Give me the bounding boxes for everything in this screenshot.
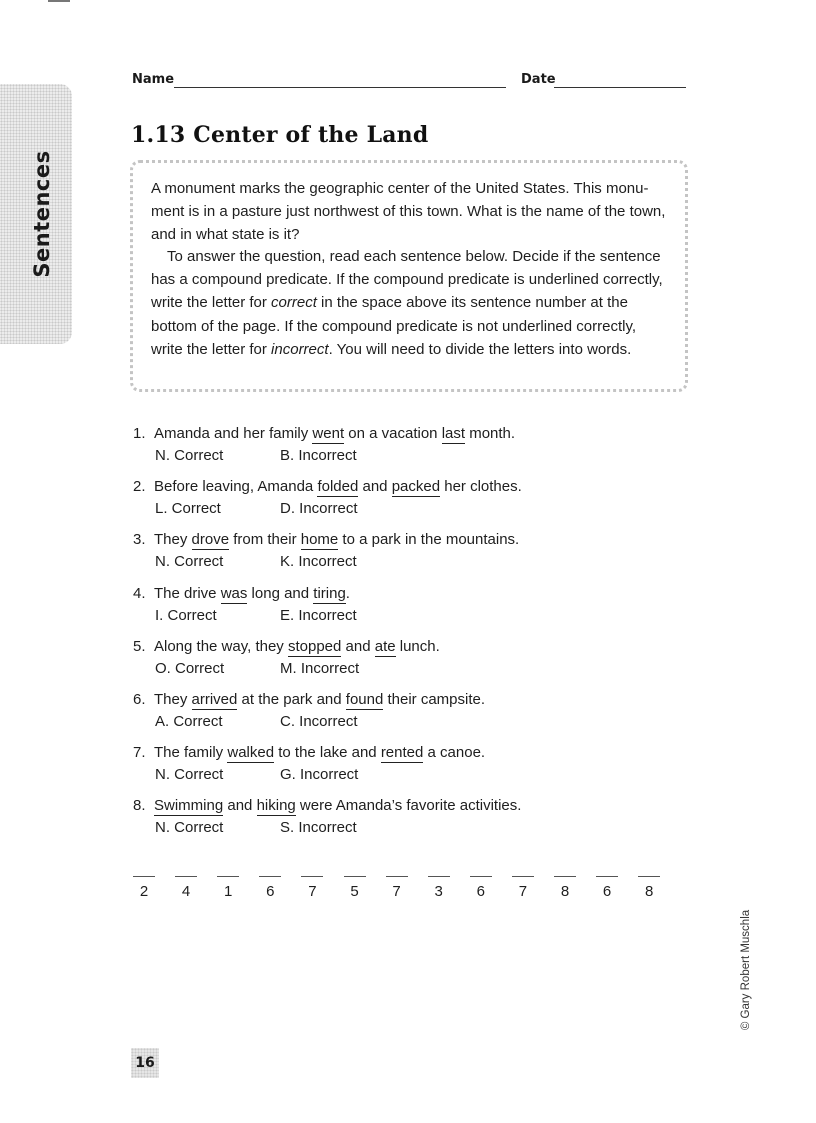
- underlined-word: arrived: [191, 690, 238, 708]
- option-correct: N. Correct: [155, 447, 224, 464]
- option-correct: N. Correct: [155, 819, 224, 837]
- correct-term: correct: [271, 294, 317, 312]
- question-item: [133, 528, 693, 581]
- answer-slot[interactable]: [470, 876, 492, 900]
- answer-slot[interactable]: [344, 876, 366, 900]
- page-number: 16: [131, 1048, 159, 1078]
- name-field-line[interactable]: [174, 87, 506, 88]
- answer-blank-line[interactable]: [428, 876, 450, 877]
- side-tab-label: Sentences: [30, 150, 54, 278]
- answer-blank-line[interactable]: [217, 876, 239, 877]
- sentence-text: to a park in the mountains.: [338, 531, 520, 549]
- instructions-text: To answer the question, read each sentence below. Decide if the sentence has a compound predicate. If the compound predicate is underlined correctly, write the letter for: [151, 248, 663, 312]
- answer-slot[interactable]: [428, 876, 450, 900]
- option-incorrect: C. Incorrect: [280, 712, 358, 730]
- underlined-word: tiring: [313, 584, 346, 602]
- question-item: [133, 475, 693, 528]
- underlined-word: Swimming: [154, 797, 224, 815]
- underlined-word: folded: [317, 478, 359, 496]
- sentence-text: They: [154, 690, 192, 708]
- sentence-text: The drive: [154, 584, 221, 602]
- answer-slot[interactable]: [596, 876, 618, 900]
- sentence-text: were Amanda’s favorite activities.: [295, 797, 522, 815]
- underlined-word: went: [312, 425, 345, 442]
- answer-options: [133, 498, 693, 520]
- answer-slot[interactable]: [554, 876, 576, 900]
- question-number: 8.: [133, 797, 146, 815]
- question-sentence: [133, 741, 693, 764]
- sentence-text: lunch.: [395, 637, 440, 655]
- question-number: 5.: [133, 637, 146, 655]
- answer-blank-line[interactable]: [133, 876, 155, 877]
- answer-slot-number: 6: [266, 883, 275, 900]
- sentence-text: at the park and: [237, 690, 346, 708]
- answer-blank-line[interactable]: [512, 876, 534, 877]
- question-item: [133, 635, 693, 688]
- option-correct: N. Correct: [155, 766, 224, 784]
- answer-blank-line[interactable]: [554, 876, 576, 877]
- sentence-text: month.: [465, 425, 516, 442]
- answer-blank-line[interactable]: [470, 876, 492, 877]
- answer-slot[interactable]: [301, 876, 323, 900]
- date-field-line[interactable]: [554, 87, 686, 88]
- answer-slot[interactable]: [175, 876, 197, 900]
- question-item: [133, 582, 693, 635]
- answer-blank-line[interactable]: [386, 876, 408, 877]
- answer-blank-line[interactable]: [259, 876, 281, 877]
- question-number: 7.: [133, 744, 146, 762]
- sentence-text: long and: [247, 584, 314, 602]
- sentence-text: and: [341, 637, 375, 655]
- answer-options: [133, 605, 693, 627]
- answer-blank-line[interactable]: [301, 876, 323, 877]
- corner-crop-mark: [48, 0, 70, 2]
- option-incorrect: D. Incorrect: [280, 500, 358, 518]
- answer-slot-number: 8: [645, 883, 654, 900]
- answer-slot[interactable]: [638, 876, 660, 900]
- option-correct: L. Correct: [155, 500, 221, 518]
- underlined-word: packed: [391, 478, 441, 496]
- option-incorrect: E. Incorrect: [280, 606, 357, 624]
- option-incorrect: G. Incorrect: [280, 766, 359, 784]
- option-correct: N. Correct: [155, 553, 224, 571]
- option-correct: A. Correct: [155, 712, 223, 730]
- underlined-word: ate: [374, 637, 396, 655]
- question-sentence: [133, 688, 693, 711]
- question-item: [133, 688, 693, 741]
- question-number: 4.: [133, 584, 146, 602]
- answer-options: [133, 551, 693, 573]
- sentence-text: and: [223, 797, 257, 815]
- answer-slot-number: 2: [139, 883, 149, 900]
- instructions-box: [130, 160, 688, 392]
- answer-slot[interactable]: [386, 876, 408, 900]
- answer-options: [133, 658, 693, 680]
- option-incorrect: K. Incorrect: [280, 553, 357, 571]
- sentence-text: They: [154, 531, 192, 549]
- option-incorrect: S. Incorrect: [280, 819, 357, 837]
- underlined-word: was: [220, 584, 248, 602]
- sentence-text: on a vacation: [344, 425, 442, 442]
- underlined-word: last: [441, 425, 466, 442]
- sentence-text: and: [358, 478, 392, 496]
- answer-slot-number: 8: [560, 883, 570, 900]
- answer-slot-number: 1: [224, 883, 233, 900]
- instructions-text: . You will need to divide the letters into words.: [328, 340, 632, 358]
- underlined-word: home: [300, 531, 339, 549]
- sentence-text: a canoe.: [423, 744, 486, 762]
- answer-slot-number: 7: [392, 883, 401, 900]
- answer-options: [133, 817, 693, 839]
- answer-slot[interactable]: [133, 876, 155, 900]
- answer-row: [133, 876, 683, 912]
- question-sentence: [133, 794, 693, 817]
- name-date-row: [132, 72, 688, 92]
- underlined-word: found: [345, 690, 384, 708]
- sentence-text: their campsite.: [383, 690, 486, 708]
- sentence-text: her clothes.: [440, 478, 522, 496]
- question-number: 6.: [133, 690, 146, 708]
- underlined-word: stopped: [287, 637, 342, 655]
- page-title: 1.13 Center of the Land: [131, 122, 429, 148]
- sentence-text: .: [345, 584, 350, 602]
- question-list: [133, 422, 693, 848]
- answer-blank-line[interactable]: [344, 876, 366, 877]
- answer-slot-number: 7: [308, 883, 317, 900]
- answer-slot-number: 6: [476, 883, 485, 900]
- name-label: Name: [132, 72, 175, 87]
- sentence-text: from their: [229, 531, 301, 549]
- date-label: Date: [521, 72, 556, 87]
- underlined-word: hiking: [256, 797, 296, 815]
- answer-slot-number: 6: [602, 883, 612, 900]
- answer-slot-number: 7: [518, 883, 528, 900]
- option-correct: O. Correct: [155, 659, 225, 677]
- question-item: [133, 794, 693, 847]
- question-sentence: [133, 422, 693, 445]
- copyright-notice: © Gary Robert Muschla: [740, 909, 752, 1031]
- instructions-text: in the space above its sentence number at the bottom of the page. If the compound predicate is not underlined correctly, write the letter for: [151, 294, 637, 358]
- answer-slot[interactable]: [217, 876, 239, 900]
- question-number: 3.: [133, 531, 146, 549]
- question-item: [133, 741, 693, 794]
- answer-blank-line[interactable]: [638, 876, 660, 877]
- question-sentence: [133, 635, 693, 658]
- question-sentence: [133, 582, 693, 605]
- option-correct: I. Correct: [155, 606, 217, 624]
- answer-blank-line[interactable]: [596, 876, 618, 877]
- question-sentence: [133, 475, 693, 498]
- sentence-text: Amanda and her family: [154, 425, 313, 442]
- answer-slot-number: 3: [434, 883, 443, 900]
- sentence-text: The family: [154, 744, 228, 762]
- underlined-word: rented: [380, 744, 424, 762]
- sentence-text: to the lake and: [274, 744, 381, 762]
- answer-slot-number: 5: [350, 883, 359, 900]
- answer-options: [133, 711, 693, 733]
- incorrect-term: incorrect: [271, 340, 329, 358]
- sentence-text: Along the way, they: [154, 637, 288, 655]
- sentence-text: Before leaving, Amanda: [154, 478, 318, 496]
- question-number: 2.: [133, 478, 146, 496]
- answer-slot-number: 4: [181, 883, 191, 900]
- question-item: [133, 422, 693, 475]
- answer-options: [133, 764, 693, 786]
- underlined-word: drove: [191, 531, 230, 549]
- instructions-paragraph-1: A monument marks the geographic center of the United States. This monu-ment is in a pasture just northwest of this town. What is the name of the town, and in what state is it?: [151, 180, 666, 244]
- underlined-word: walked: [227, 744, 275, 762]
- answer-slot[interactable]: [259, 876, 281, 900]
- answer-options: [133, 445, 693, 467]
- option-incorrect: B. Incorrect: [280, 447, 357, 464]
- answer-blank-line[interactable]: [175, 876, 197, 877]
- option-incorrect: M. Incorrect: [280, 659, 360, 677]
- question-number: 1.: [133, 425, 146, 442]
- instructions-paragraph-2: [151, 245, 671, 361]
- answer-slot[interactable]: [512, 876, 534, 900]
- question-sentence: [133, 528, 693, 551]
